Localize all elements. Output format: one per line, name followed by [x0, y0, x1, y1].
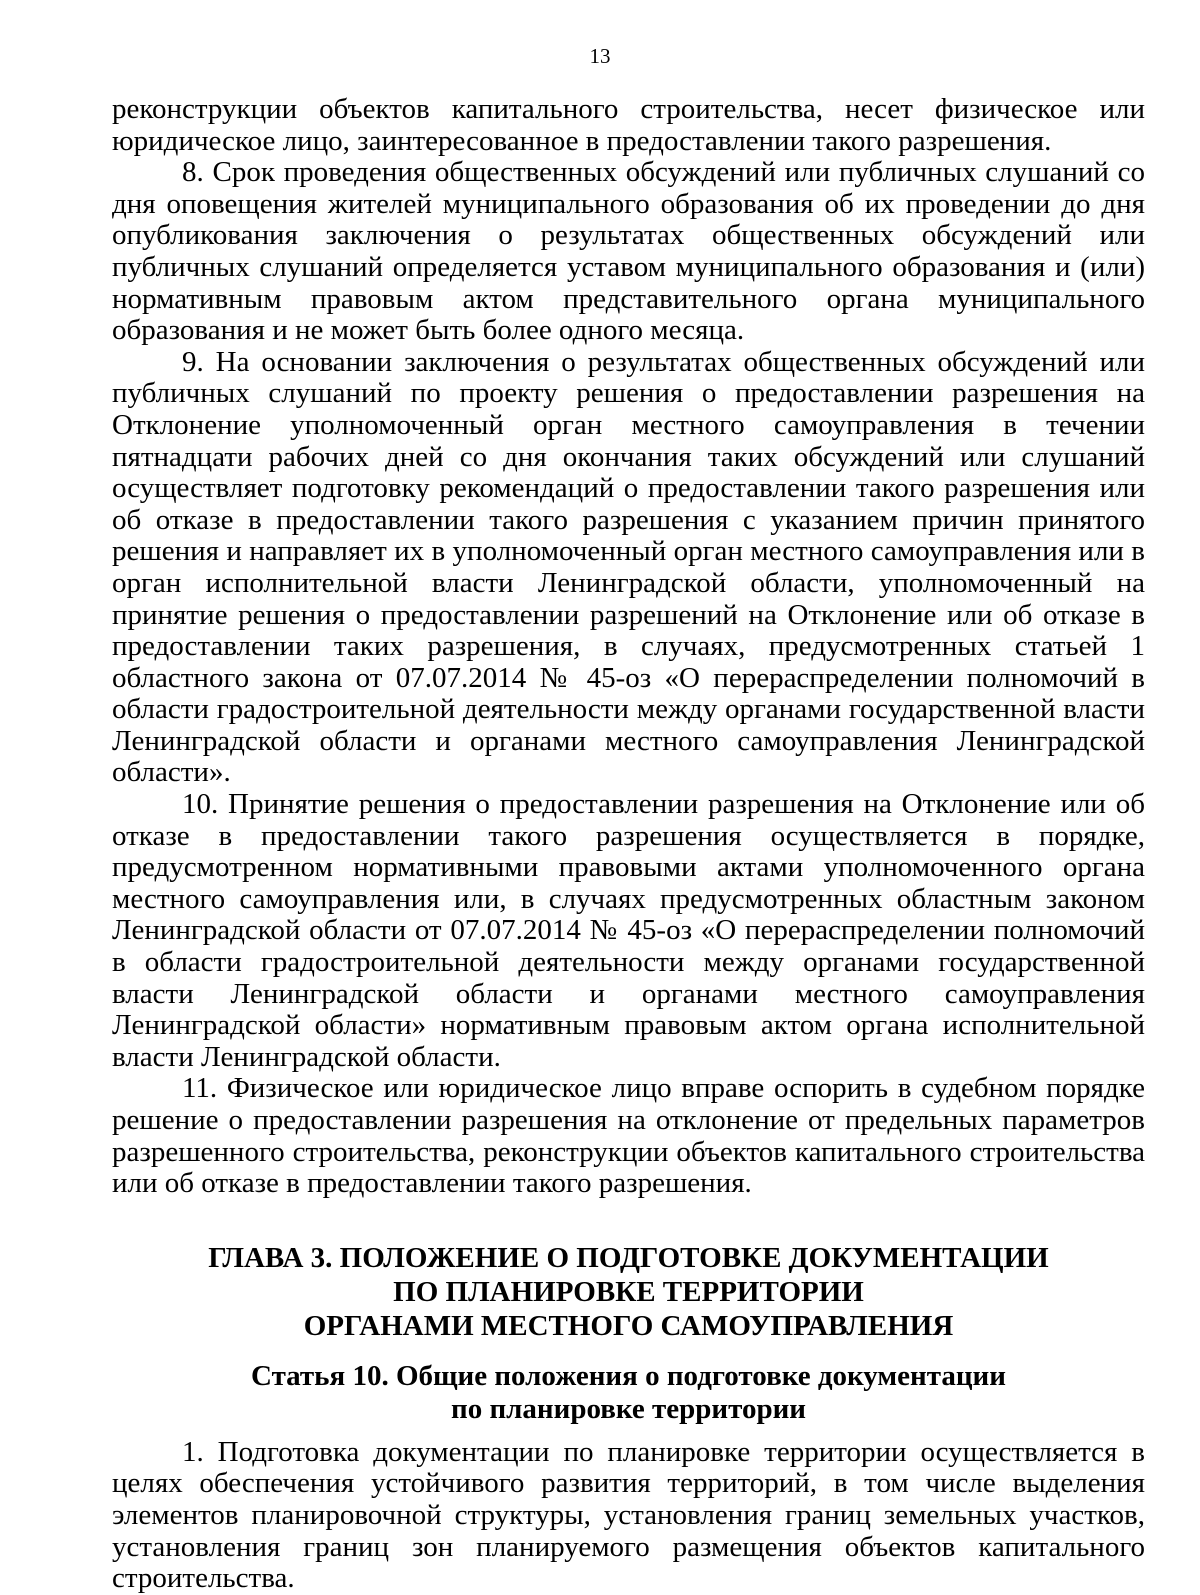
- chapter-heading: [112, 1241, 1145, 1343]
- document-body: [112, 94, 1145, 1595]
- paragraph-continuation: реконструкции объектов капитального строительства, несет физическое или юридическое лицо, заинтересованное в предоставлении такого разрешения.: [112, 93, 1145, 157]
- paragraph-9: 9. На основании заключения о результатах общественных обсуждений или публичных слушаний по проекту решения о предоставлении разрешения на Отклонение уполномоченный орган местного самоуправления в течении пятнадцати рабочих дней со дня окончания таких обсуждений или слушаний осуществляет подготовку рекомендаций о предоставлении такого разрешения или об отказе в предоставлении такого разрешения с указанием причин принятого решения и направляет их в уполномоченный орган местного самоуправления или в орган исполнительной власти Ленинградской области, уполномоченный на принятие решения о предоставлении разрешений на Отклонение или об отказе в предоставлении таких разрешения, в случаях, предусмотренных статьей 1 областного закона от 07.07.2014 № 45-оз «О перераспределении полномочий в области градостроительной деятельности между органами государственной власти Ленинградской области и органами местного самоуправления Ленинградской области».: [112, 345, 1145, 789]
- chapter-heading-line-2: ПО ПЛАНИРОВКЕ ТЕРРИТОРИИ: [393, 1275, 864, 1308]
- chapter-heading-line-3: ОРГАНАМИ МЕСТНОГО САМОУПРАВЛЕНИЯ: [303, 1309, 954, 1342]
- chapter-heading-line-1: ГЛАВА 3. ПОЛОЖЕНИЕ О ПОДГОТОВКЕ ДОКУМЕНТАЦИИ: [208, 1241, 1049, 1274]
- paragraph-article-10-1: 1. Подготовка документации по планировке территории осуществляется в целях обеспечения устойчивого развития территорий, в том числе выделения элементов планировочной структуры, установления границ земельных участков, установления границ зон планируемого размещения объектов капитального строительства.: [112, 1435, 1145, 1595]
- paragraph-8: 8. Срок проведения общественных обсуждений или публичных слушаний со дня оповещения жителей муниципального образования об их проведении до дня опубликования заключения о результатах общественных обсуждений или публичных слушаний определяется уставом муниципального образования и (или) нормативным правовым актом представительного органа муниципального образования и не может быть более одного месяца.: [112, 156, 1145, 347]
- article-heading-line-1: Статья 10. Общие положения о подготовке документации: [251, 1359, 1006, 1392]
- article-heading-line-2: по планировке территории: [450, 1392, 807, 1425]
- article-heading: [112, 1360, 1145, 1426]
- paragraph-10: 10. Принятие решения о предоставлении разрешения на Отклонение или об отказе в предоставлении такого разрешения осуществляется в порядке, предусмотренном нормативными правовыми актами уполномоченного органа местного самоуправления или, в случаях предусмотренных областным законом Ленинградской области от 07.07.2014 № 45-оз «О перераспределении полномочий в области градостроительной деятельности между органами государственной власти Ленинградской области и органами местного самоуправления Ленинградской области» нормативным правовым актом органа исполнительной власти Ленинградской области.: [112, 788, 1145, 1073]
- paragraph-11: 11. Физическое или юридическое лицо вправе оспорить в судебном порядке решение о предоставлении разрешения на отклонение от предельных параметров разрешенного строительства, реконструкции объектов капитального строительства или об отказе в предоставлении такого разрешения.: [112, 1072, 1145, 1200]
- page-number: 13: [589, 44, 611, 68]
